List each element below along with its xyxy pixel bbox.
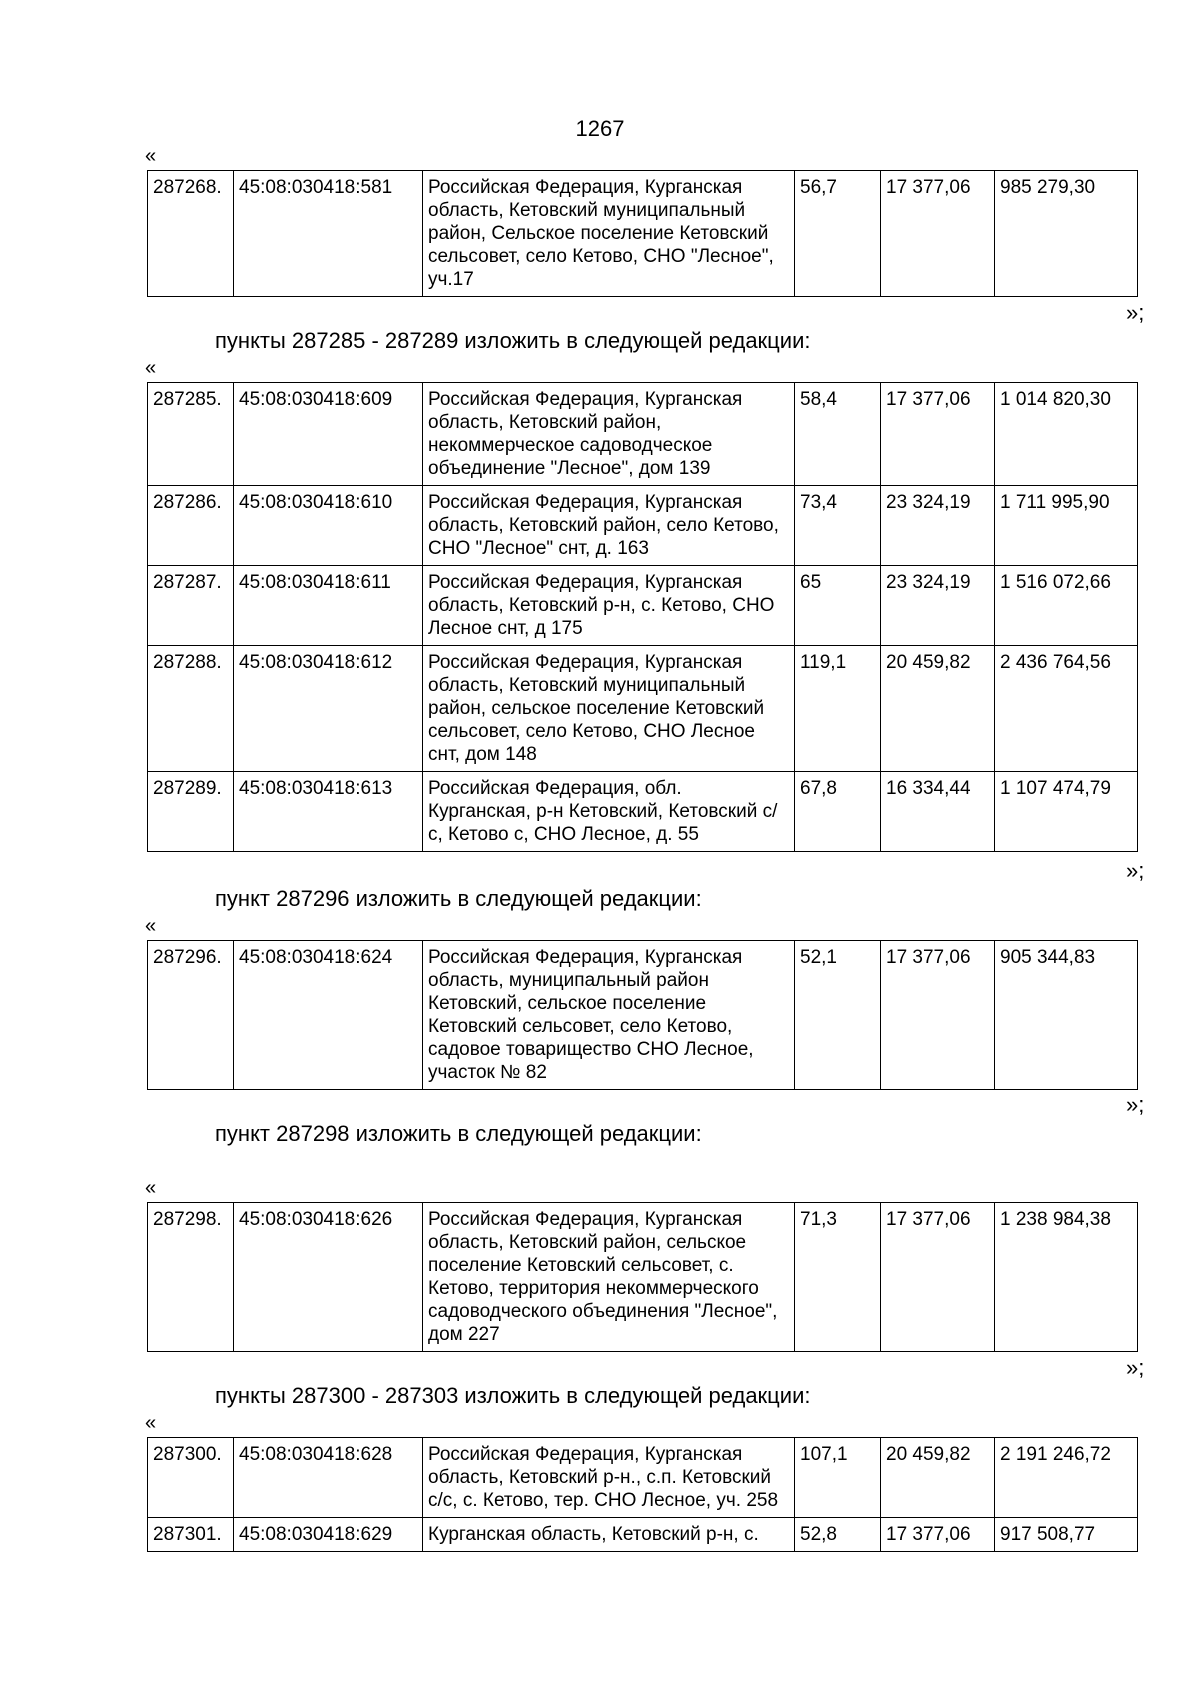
- cadastral-value: 985 279,30: [995, 171, 1138, 297]
- cadastral-value: 1 516 072,66: [995, 566, 1138, 646]
- cadastral-value: 917 508,77: [995, 1518, 1138, 1552]
- address: Российская Федерация, Курганская область, муниципальный район Кетовский, сельское поселение Кетовский сельсовет, село Кетово, садовое товарищество СНО Лесное, участок № 82: [423, 941, 795, 1090]
- table-row: [148, 383, 1138, 486]
- page-number: 1267: [575, 116, 625, 141]
- open-quote: «: [145, 1177, 157, 1199]
- rate: 23 324,19: [881, 566, 995, 646]
- address: Российская Федерация, Курганская область, Кетовский муниципальный район, сельское поселение Кетовский сельсовет, село Кетово, СНО Лесное снт, дом 148: [423, 646, 795, 772]
- close-quote: »;: [1126, 1092, 1145, 1117]
- area: 65: [795, 566, 881, 646]
- area: 58,4: [795, 383, 881, 486]
- address: Российская Федерация, Курганская область, Кетовский р-н, с. Кетово, СНО Лесное снт, д 175: [423, 566, 795, 646]
- cadastral-value: 2 436 764,56: [995, 646, 1138, 772]
- rate: 20 459,82: [881, 1438, 995, 1518]
- table-row: [148, 646, 1138, 772]
- register-table: [147, 382, 1138, 852]
- cadastral-number: 45:08:030418:629: [234, 1518, 423, 1552]
- table-row: [148, 772, 1138, 852]
- open-quote: «: [145, 1412, 157, 1434]
- address: Российская Федерация, Курганская область, Кетовский район, некоммерческое садоводческое объединение "Лесное", дом 139: [423, 383, 795, 486]
- cadastral-number: 45:08:030418:611: [234, 566, 423, 646]
- rate: 17 377,06: [881, 1518, 995, 1552]
- cadastral-number: 45:08:030418:609: [234, 383, 423, 486]
- address: Российская Федерация, Курганская область, Кетовский район, сельское поселение Кетовский сельсовет, с. Кетово, территория некоммерческого садоводческого объединения "Лесное", дом 227: [423, 1203, 795, 1352]
- area: 56,7: [795, 171, 881, 297]
- rate: 16 334,44: [881, 772, 995, 852]
- cadastral-value: 2 191 246,72: [995, 1438, 1138, 1518]
- item-number: 287289.: [148, 772, 234, 852]
- area: 67,8: [795, 772, 881, 852]
- area: 107,1: [795, 1438, 881, 1518]
- table-row: [148, 1438, 1138, 1518]
- address: Российская Федерация, Курганская область, Кетовский муниципальный район, Сельское поселение Кетовский сельсовет, село Кетово, СНО "Лесное", уч.17: [423, 171, 795, 297]
- register-table: [147, 1202, 1138, 1352]
- cadastral-number: 45:08:030418:612: [234, 646, 423, 772]
- cadastral-number: 45:08:030418:628: [234, 1438, 423, 1518]
- cadastral-value: 905 344,83: [995, 941, 1138, 1090]
- close-quote: »;: [1126, 1355, 1145, 1380]
- address: Российская Федерация, Курганская область, Кетовский р-н., с.п. Кетовский с/с, с. Кетово, тер. СНО Лесное, уч. 258: [423, 1438, 795, 1518]
- register-table: [147, 940, 1138, 1090]
- area: 119,1: [795, 646, 881, 772]
- item-number: 287300.: [148, 1438, 234, 1518]
- rate: 17 377,06: [881, 171, 995, 297]
- close-quote: »;: [1126, 300, 1145, 325]
- instruction-text: пункты 287300 - 287303 изложить в следующей редакции:: [215, 1383, 811, 1408]
- close-quote: »;: [1126, 858, 1145, 883]
- rate: 17 377,06: [881, 383, 995, 486]
- table-row: [148, 171, 1138, 297]
- item-number: 287296.: [148, 941, 234, 1090]
- table-row: [148, 486, 1138, 566]
- rate: 17 377,06: [881, 941, 995, 1090]
- cadastral-number: 45:08:030418:613: [234, 772, 423, 852]
- rate: 17 377,06: [881, 1203, 995, 1352]
- open-quote: «: [145, 357, 157, 379]
- cadastral-number: 45:08:030418:610: [234, 486, 423, 566]
- area: 73,4: [795, 486, 881, 566]
- cadastral-value: 1 238 984,38: [995, 1203, 1138, 1352]
- area: 52,1: [795, 941, 881, 1090]
- table-row: [148, 566, 1138, 646]
- rate: 20 459,82: [881, 646, 995, 772]
- item-number: 287268.: [148, 171, 234, 297]
- area: 52,8: [795, 1518, 881, 1552]
- item-number: 287288.: [148, 646, 234, 772]
- cadastral-value: 1 014 820,30: [995, 383, 1138, 486]
- rate: 23 324,19: [881, 486, 995, 566]
- item-number: 287285.: [148, 383, 234, 486]
- instruction-text: пункт 287296 изложить в следующей редакции:: [215, 886, 702, 911]
- instruction-text: пункт 287298 изложить в следующей редакции:: [215, 1121, 702, 1146]
- cadastral-value: 1 711 995,90: [995, 486, 1138, 566]
- cadastral-number: 45:08:030418:626: [234, 1203, 423, 1352]
- address: Российская Федерация, обл. Курганская, р-н Кетовский, Кетовский с/с, Кетово с, СНО Лесное, д. 55: [423, 772, 795, 852]
- register-table: [147, 1437, 1138, 1552]
- item-number: 287298.: [148, 1203, 234, 1352]
- open-quote: «: [145, 915, 157, 937]
- instruction-text: пункты 287285 - 287289 изложить в следующей редакции:: [215, 328, 811, 353]
- item-number: 287286.: [148, 486, 234, 566]
- open-quote: «: [145, 145, 157, 167]
- cadastral-value: 1 107 474,79: [995, 772, 1138, 852]
- cadastral-number: 45:08:030418:624: [234, 941, 423, 1090]
- item-number: 287287.: [148, 566, 234, 646]
- cadastral-number: 45:08:030418:581: [234, 171, 423, 297]
- address: Российская Федерация, Курганская область, Кетовский район, село Кетово, СНО "Лесное" снт, д. 163: [423, 486, 795, 566]
- table-row: [148, 1203, 1138, 1352]
- item-number: 287301.: [148, 1518, 234, 1552]
- area: 71,3: [795, 1203, 881, 1352]
- register-table: [147, 170, 1138, 297]
- table-row: [148, 1518, 1138, 1552]
- address: Курганская область, Кетовский р-н, с.: [423, 1518, 795, 1552]
- table-row: [148, 941, 1138, 1090]
